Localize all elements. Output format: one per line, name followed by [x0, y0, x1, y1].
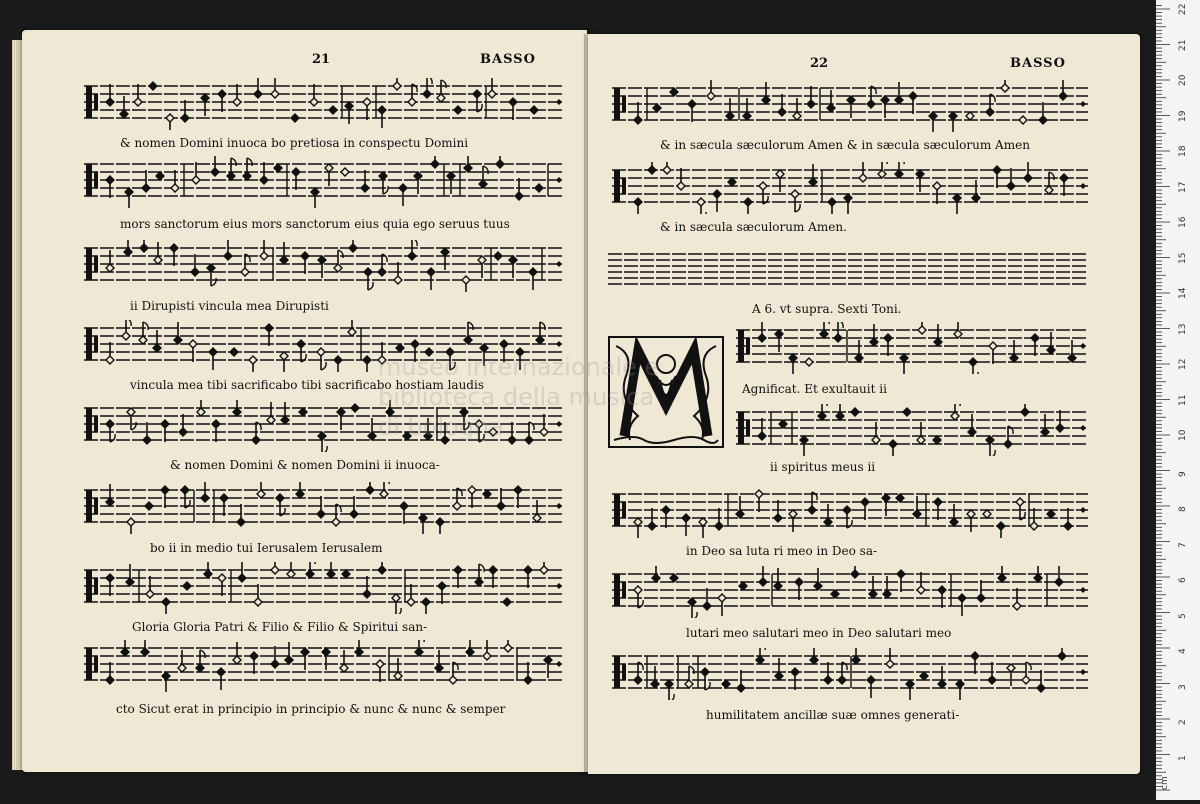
music-staff [84, 156, 564, 208]
music-staff [612, 566, 1088, 618]
watermark-line: biblioteca della musica [378, 383, 655, 411]
music-staff [612, 162, 1088, 214]
music-staff [612, 80, 1088, 132]
lyric-line: lutari meo salutari meo in Deo salutari meo [686, 626, 952, 640]
page-number: 21 [312, 52, 331, 67]
running-head: BASSO [1010, 56, 1066, 71]
ruler-tick-label: 6 [1178, 577, 1188, 583]
lyric-line: & in sæcula sæculorum Amen & in sæcula sæculorum Amen [660, 138, 1030, 152]
page-number: 22 [810, 56, 829, 71]
lyric-line: ii Dirupisti vincula mea Dirupisti [130, 299, 329, 313]
ruler-unit: cm [1160, 776, 1170, 790]
ruler-tick-label: 12 [1178, 358, 1188, 370]
music-staff [84, 78, 564, 130]
lyric-line: humilitatem ancillæ suæ omnes generati- [706, 708, 960, 722]
ruler-tick-label: 17 [1178, 181, 1188, 193]
ruler-tick-label: 18 [1178, 145, 1188, 157]
lyric-line: ii spiritus meus ii [770, 460, 876, 474]
music-staff [736, 322, 1088, 374]
lyric-line: cto Sicut erat in principio in principio & nunc & nunc & semper [116, 702, 506, 716]
ruler-tick-label: 9 [1178, 470, 1188, 477]
ruler-tick-label: 3 [1178, 683, 1188, 690]
ruler-tick-label: 21 [1178, 39, 1188, 51]
ruler-tick-label: 10 [1178, 429, 1188, 441]
music-staff [612, 486, 1088, 538]
ruler-tick-label: 22 [1178, 3, 1188, 15]
lyric-line: mors sanctorum eius mors sanctorum eius quia ego seruus tuus [120, 217, 510, 231]
watermark-line: di bologna [378, 413, 504, 441]
music-staff-empty [608, 246, 1088, 292]
ruler-tick-label: 2 [1178, 719, 1188, 725]
ruler-tick-label: 19 [1178, 110, 1188, 122]
section-caption: A 6. vt supra. Sexti Toni. [752, 302, 902, 316]
lyric-line: in Deo sa luta ri meo in Deo sa- [686, 544, 878, 558]
initial-letter: M [666, 400, 668, 401]
music-staff [84, 562, 564, 614]
music-staff [612, 648, 1088, 700]
ruler-tick-label: 11 [1178, 394, 1188, 406]
music-staff [84, 482, 564, 534]
lyric-line: bo ii in medio tui Ierusalem Ierusalem [150, 541, 383, 555]
ruler-tick-label: 14 [1178, 287, 1188, 299]
lyric-line: vincula mea tibi sacrificabo tibi sacrificabo hostiam laudis [130, 378, 484, 392]
ruler-tick-label: 8 [1178, 506, 1188, 512]
ruler-tick-label: 4 [1178, 648, 1188, 654]
ruler-tick-label: 13 [1178, 323, 1188, 335]
lyric-line: & in sæcula sæculorum Amen. [660, 220, 847, 234]
music-staff [84, 240, 564, 292]
ruler-tick-label: 15 [1178, 252, 1188, 264]
ruler-tick-label: 16 [1178, 216, 1188, 228]
running-head: BASSO [480, 52, 536, 67]
measuring-ruler [1156, 0, 1200, 800]
lyric-line: Gloria Gloria Patri & Filio & Filio & Spiritui san- [132, 620, 428, 634]
ruler-tick-label: 5 [1178, 612, 1188, 619]
music-staff [736, 404, 1088, 456]
ruler-tick-label: 7 [1178, 541, 1188, 548]
music-staff [84, 640, 564, 692]
ruler-tick-label: 1 [1178, 754, 1188, 761]
lyric-line: & nomen Domini inuoca bo pretiosa in conspectu Domini [120, 136, 469, 150]
lyric-line: & nomen Domini & nomen Domini ii inuoca- [170, 458, 440, 472]
lyric-line: Agnificat. Et exultauit ii [742, 382, 887, 396]
watermark-line: museo internazionale e [378, 353, 660, 381]
library-watermark [378, 352, 659, 442]
ruler-tick-label: 20 [1178, 74, 1188, 86]
